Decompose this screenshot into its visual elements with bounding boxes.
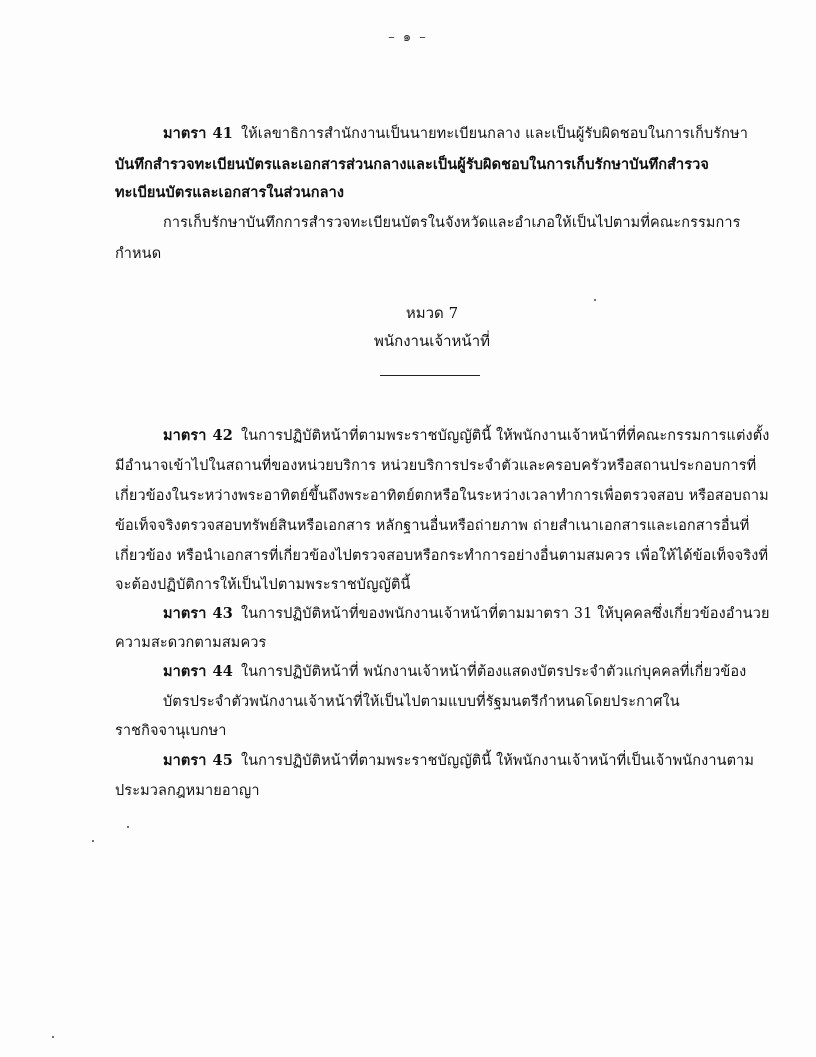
chapter-number: หมวด 7 (405, 304, 459, 322)
section-44-line-1 (163, 662, 746, 682)
section-number: 44 (212, 663, 233, 680)
scan-speck (127, 826, 129, 828)
section-number: 45 (212, 752, 233, 769)
section-text: ในการปฏิบัติหน้าที่ พนักงานเจ้าหน้าที่ต้องแสดงบัตรประจำตัวแก่บุคคลที่เกี่ยวข้อง (240, 664, 747, 680)
card-paragraph-line-1: บัตรประจำตัวพนักงานเจ้าหน้าที่ให้เป็นไปตามแบบที่รัฐมนตรีกำหนดโดยประกาศใน (163, 694, 680, 710)
section-41-line-1 (163, 124, 748, 144)
section-number: 42 (212, 427, 233, 444)
section-43-line-1 (163, 604, 770, 624)
storage-paragraph-line-2: กำหนด (115, 246, 162, 262)
section-label: มาตรา (163, 663, 207, 680)
section-label: มาตรา (163, 427, 207, 444)
section-43-line-2: ความสะดวกตามสมควร (115, 635, 267, 651)
section-42-line-4: ข้อเท็จจริงตรวจสอบทรัพย์สินหรือเอกสาร หลักฐานอื่นหรือถ่ายภาพ ถ่ายสำเนาเอกสารและเอกสารอื่นที่ (115, 518, 750, 534)
card-paragraph-line-2: ราชกิจจานุเบกษา (115, 723, 227, 739)
section-label: มาตรา (163, 605, 207, 622)
section-41-line-3: ทะเบียนบัตรและเอกสารในส่วนกลาง (115, 184, 345, 201)
section-text: ให้เลขาธิการสำนักงานเป็นนายทะเบียนกลาง และเป็นผู้รับผิดชอบในการเก็บรักษา (240, 126, 748, 142)
storage-paragraph-line-1: การเก็บรักษาบันทึกการสำรวจทะเบียนบัตรในจังหวัดและอำเภอให้เป็นไปตามที่คณะกรรมการ (163, 215, 741, 231)
section-text: ในการปฏิบัติหน้าที่ของพนักงานเจ้าหน้าที่ตามมาตรา 31 ให้บุคคลซึ่งเกี่ยวข้องอำนวย (240, 606, 770, 622)
section-text: ในการปฏิบัติหน้าที่ตามพระราชบัญญัตินี้ ให้พนักงานเจ้าหน้าที่เป็นเจ้าพนักงานตาม (240, 753, 754, 769)
scan-speck (594, 299, 596, 301)
scan-speck (52, 1036, 54, 1038)
page-number: – ๑ – (388, 30, 428, 45)
section-42-line-2: มีอำนาจเข้าไปในสถานที่ของหน่วยบริการ หน่วยบริการประจำตัวและครอบครัวหรือสถานประกอบการที่ (115, 458, 757, 474)
section-42-line-1 (163, 426, 769, 446)
section-number: 41 (212, 125, 233, 142)
chapter-title: พนักงานเจ้าหน้าที่ (373, 332, 490, 350)
section-42-line-3: เกี่ยวข้องในระหว่างพระอาทิตย์ขึ้นถึงพระอาทิตย์ตกหรือในระหว่างเวลาทำการเพื่อตรวจสอบ หรือสอบถาม (115, 488, 769, 504)
section-45-line-1 (163, 751, 754, 771)
scan-speck (92, 840, 94, 842)
section-42-line-5: เกี่ยวข้อง หรือนำเอกสารที่เกี่ยวข้องไปตรวจสอบหรือกระทำการอย่างอื่นตามสมควร เพื่อให้ได้ข้อเท็จจริงที่ (115, 548, 769, 564)
chapter-divider (380, 375, 480, 376)
section-41-line-2: บันทึกสำรวจทะเบียนบัตรและเอกสารส่วนกลางและเป็นผู้รับผิดชอบในการเก็บรักษาบันทึกสำรวจ (115, 156, 709, 173)
section-label: มาตรา (163, 125, 207, 142)
section-45-line-2: ประมวลกฎหมายอาญา (115, 783, 260, 799)
section-number: 43 (212, 605, 233, 622)
section-text: ในการปฏิบัติหน้าที่ตามพระราชบัญญัตินี้ ให้พนักงานเจ้าหน้าที่ที่คณะกรรมการแต่งตั้ง (240, 428, 770, 444)
section-label: มาตรา (163, 752, 207, 769)
section-42-line-6: จะต้องปฏิบัติการให้เป็นไปตามพระราชบัญญัตินี้ (115, 577, 411, 593)
